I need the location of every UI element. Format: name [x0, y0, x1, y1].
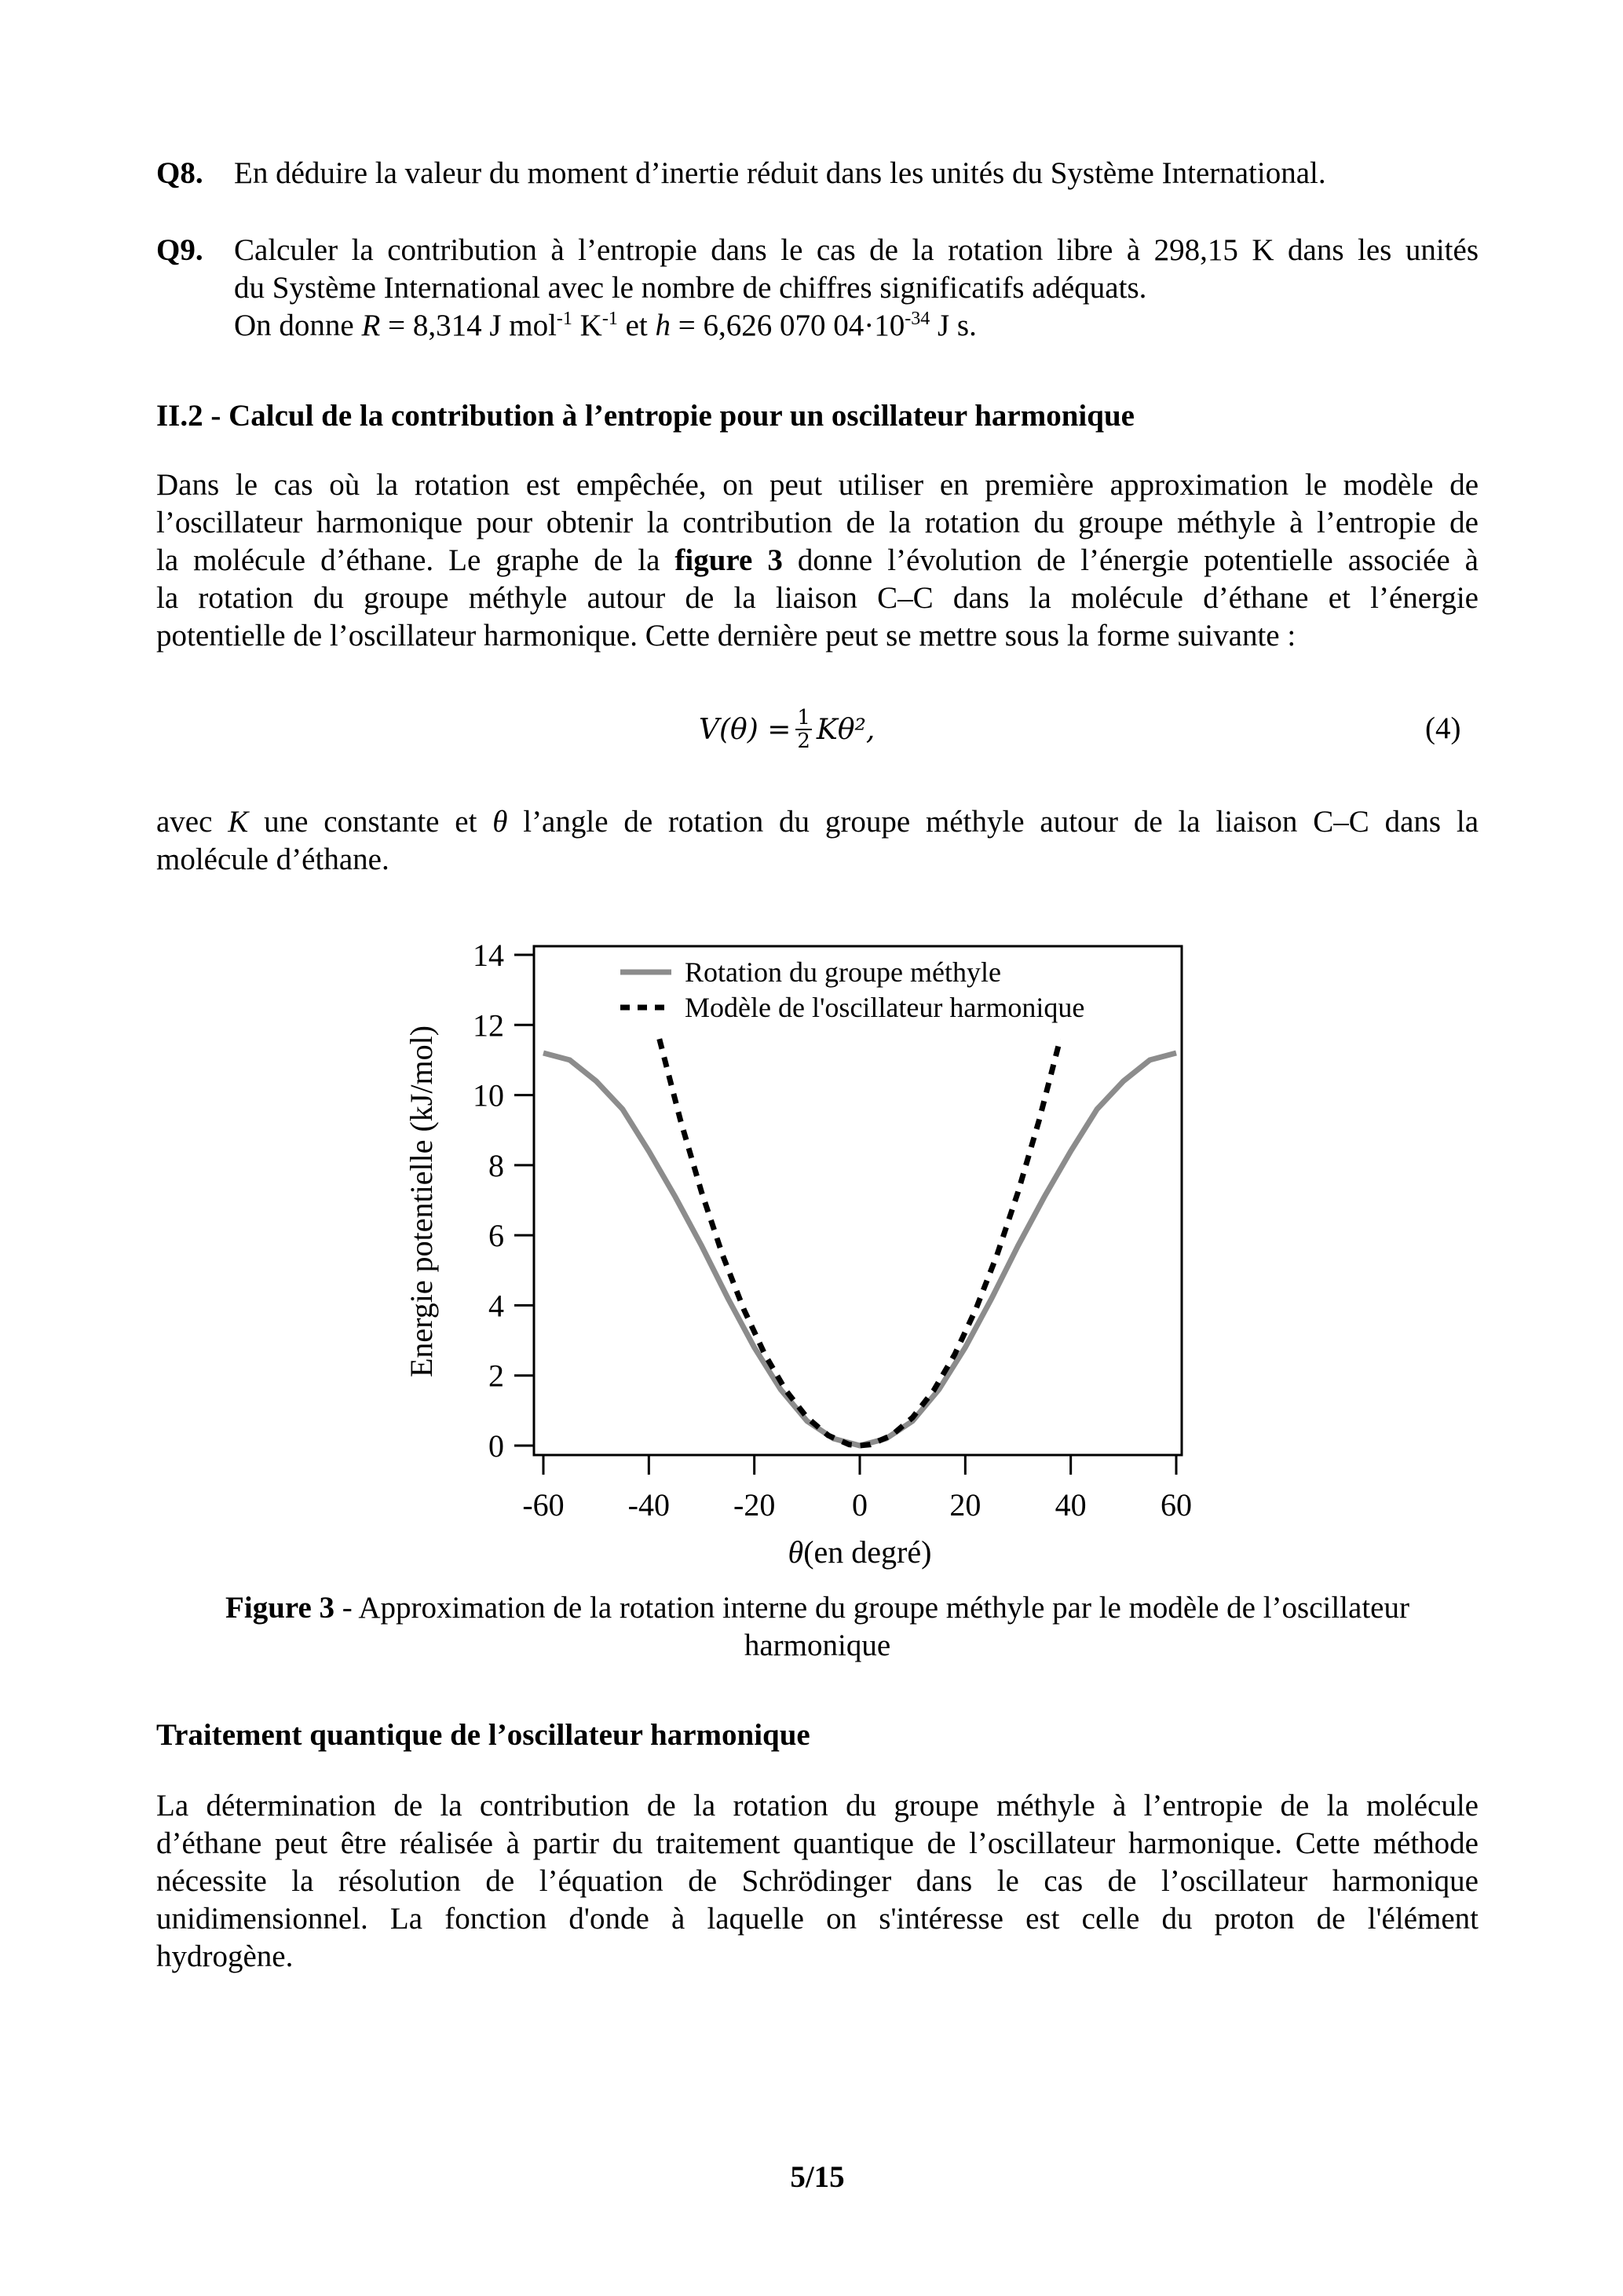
x-tick-label: -40 [627, 1487, 670, 1523]
q8-label: Q8. [156, 156, 203, 190]
para3-line: nécessite la résolution de l’équation de Schrödinger dans le cas de l’oscillateur harmonique [156, 1864, 1479, 1898]
figure-caption-line2: harmonique [744, 1629, 891, 1662]
para3-line: La détermination de la contribution de la rotation du groupe méthyle à l’entropie de la molécule [156, 1789, 1479, 1823]
figure-ref: figure 3 [674, 543, 783, 577]
x-axis-label: θ(en degré) [788, 1534, 932, 1570]
para3-line: unidimensionnel. La fonction d'onde à laquelle on s'intéresse est celle du proton de l'élément [156, 1902, 1479, 1936]
para2-line1: avec K une constante et θ l’angle de rotation du groupe méthyle autour de la liaison C–C dans la [156, 805, 1479, 839]
x-tick-label: 20 [949, 1487, 981, 1523]
q8-text: En déduire la valeur du moment d’inertie réduit dans les unités du Système International. [234, 156, 1326, 190]
equation-4: V(θ) = $\frac{1}{2}$ Kθ², [699, 706, 875, 753]
para1-line: Dans le cas où la rotation est empêchée, on peut utiliser en première approximation le modèle de [156, 468, 1479, 502]
series-line-2 [660, 1039, 1060, 1446]
legend-label: Rotation du groupe méthyle [685, 956, 1001, 988]
para2-line2: molécule d’éthane. [156, 843, 389, 876]
para1-line: la rotation du groupe méthyle autour de la liaison C–C dans la molécule d’éthane et l’énergie [156, 581, 1479, 615]
section-heading: II.2 - Calcul de la contribution à l’entropie pour un oscillateur harmonique [156, 399, 1135, 433]
x-tick-label: -60 [522, 1487, 565, 1523]
series-line-1 [543, 1053, 1176, 1446]
x-tick-label: -20 [733, 1487, 776, 1523]
equation-number: (4) [1425, 711, 1461, 745]
para1-line: l’oscillateur harmonique pour obtenir la contribution de la rotation du groupe méthyle à l’entropie de [156, 506, 1479, 539]
para3-line: hydrogène. [156, 1940, 294, 1973]
y-tick-label: 0 [488, 1428, 504, 1464]
q9-line2: du Système International avec le nombre de chiffres significatifs adéquats. [234, 271, 1147, 305]
y-tick-label: 6 [488, 1218, 504, 1254]
y-tick-label: 4 [488, 1288, 504, 1324]
x-tick-label: 40 [1055, 1487, 1087, 1523]
y-tick-label: 8 [488, 1147, 504, 1183]
x-tick-label: 0 [852, 1487, 868, 1523]
page-number: 5/15 [790, 2160, 845, 2194]
para1-line: potentielle de l’oscillateur harmonique. Cette dernière peut se mettre sous la forme suivante : [156, 619, 1296, 653]
para1-line: la molécule d’éthane. Le graphe de la figure 3 donne l’évolution de l’énergie potentielle associée à [156, 543, 1479, 577]
y-tick-label: 14 [473, 938, 504, 973]
y-tick-label: 2 [488, 1358, 504, 1394]
y-tick-label: 10 [473, 1077, 504, 1113]
q9-label: Q9. [156, 233, 203, 267]
y-axis-label: Energie potentielle (kJ/mol) [404, 1025, 439, 1378]
subheading: Traitement quantique de l’oscillateur harmonique [156, 1718, 810, 1752]
x-tick-label: 60 [1161, 1487, 1192, 1523]
para3-line: d’éthane peut être réalisée à partir du traitement quantique de l’oscillateur harmonique. Cette méthode [156, 1826, 1479, 1860]
figure-caption: Figure 3 - Approximation de la rotation interne du groupe méthyle par le modèle de l’oscillateur [225, 1591, 1409, 1625]
legend-label: Modèle de l'oscillateur harmonique [685, 992, 1085, 1023]
q9-line1: Calculer la contribution à l’entropie dans le cas de la rotation libre à 298,15 K dans les unités [234, 233, 1479, 267]
y-tick-label: 12 [473, 1007, 504, 1044]
q9-line3: On donne R = 8,314 J mol$^{-1}$ $K^{-1}$ et h = 6,626 070 $04\cdot 10^{-34}$ J s. [234, 309, 977, 342]
